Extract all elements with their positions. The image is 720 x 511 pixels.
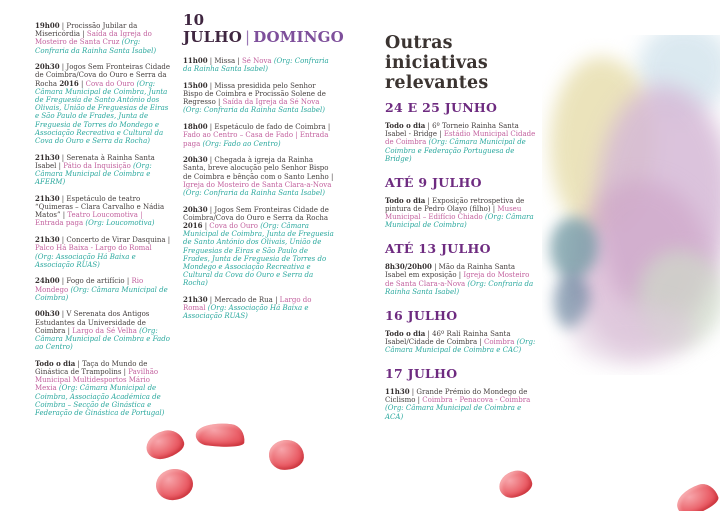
text-segment-venue: Igreja do Mosteiro de Santa Clara-a-Nova bbox=[385, 271, 530, 288]
watercolor-blob-teal bbox=[550, 217, 598, 279]
text-segment-time: 19h00 bbox=[35, 21, 60, 30]
event-entry bbox=[35, 22, 172, 55]
text-segment-venue: Pavilhão Municipal Multidesportos Mário Mexia bbox=[35, 368, 159, 393]
text-segment-plain: | bbox=[202, 222, 210, 230]
text-segment-plain: | Jogos Sem Fronteiras Cidade de Coimbra/Cova do Ouro e Serra da Rocha bbox=[35, 63, 171, 88]
date-heading: ATÉ 9 JULHO bbox=[385, 174, 482, 190]
date-heading: 17 JULHO bbox=[385, 366, 458, 382]
day-heading bbox=[183, 11, 344, 46]
event-entry bbox=[385, 122, 537, 163]
text-segment-plain: | Exposição retrospetiva de pintura de Pedro Olayo (filho) | bbox=[385, 196, 525, 213]
text-segment-plain: | Missa | bbox=[207, 57, 242, 65]
text-segment-plain: | Espetáculo de teatro “Quimeras – Clara Carvalho e Nádia Matos” | bbox=[35, 194, 165, 220]
text-segment-venue: Museu Municipal – Edifício Chiado bbox=[385, 204, 522, 222]
text-segment-org: (Org: Câmara Municipal de Coimbra) bbox=[385, 213, 534, 230]
rose-petal-icon bbox=[497, 468, 535, 500]
text-segment-time: 21h30 bbox=[35, 193, 60, 203]
event-entry bbox=[183, 82, 336, 115]
text-segment-venue: Cova do Ouro bbox=[209, 222, 261, 230]
day-heading-date: 10 JULHO bbox=[183, 11, 242, 46]
text-segment-org: (Org: Confraria da Rainha Santa Isabel) bbox=[385, 279, 534, 296]
text-segment-venue: Saída da Igreja da Sé Nova bbox=[222, 98, 320, 107]
middle-column bbox=[183, 11, 344, 329]
text-segment-venue: Coimbra - Penacova - Coimbra bbox=[422, 396, 531, 405]
event-entry bbox=[35, 310, 172, 351]
text-segment-plain: | Mão da Rainha Santa Isabel em exposição | bbox=[385, 263, 516, 280]
text-segment-venue: Palco Há Baixa - Largo do Romal bbox=[35, 244, 152, 253]
text-segment-venue: Sé Nova bbox=[241, 57, 274, 65]
text-segment-time: 21h30 bbox=[35, 235, 60, 245]
text-segment-time: 20h30 bbox=[183, 155, 208, 165]
text-segment-org: (Org: Associação Há Baixa e Associação RUAS) bbox=[183, 304, 309, 321]
text-segment-time: 8h30/20h00 bbox=[385, 262, 432, 272]
watercolor-blob-green bbox=[637, 250, 720, 348]
text-segment-plain: | Missa presidida pelo Senhor Bispo de Coimbra e Procissão Solene de Regresso | bbox=[183, 81, 326, 107]
text-segment-org: (Org: Câmara Municipal de Coimbra e AFERM) bbox=[35, 161, 152, 187]
text-segment-venue: Fado ao Centro – Casa de Fado | Entrada paga bbox=[183, 131, 329, 148]
rose-petal-icon bbox=[155, 468, 194, 501]
event-entry bbox=[385, 263, 537, 296]
text-segment-org: (Org: Loucomotiva) bbox=[85, 219, 155, 228]
text-segment-org: (Org: Fado ao Centro) bbox=[202, 139, 281, 148]
page-title: Outras iniciativas relevantes bbox=[385, 33, 489, 93]
text-segment-time: Todo o dia bbox=[35, 358, 76, 368]
text-segment-time: Todo o dia bbox=[385, 121, 426, 131]
event-entry bbox=[35, 277, 172, 302]
watercolor-blob-darkblue bbox=[554, 273, 590, 329]
rose-petal-icon bbox=[268, 439, 305, 471]
event-entry bbox=[35, 360, 172, 417]
event-entry bbox=[183, 296, 336, 321]
text-segment-plain: | Taça do Mundo de Ginástica de Trampolins | bbox=[35, 359, 148, 377]
middle-column-events bbox=[183, 57, 336, 321]
date-heading: 24 E 25 JUNHO bbox=[385, 100, 498, 116]
text-segment-venue: Saída da Igreja do Mosteiro de Santa Cruz bbox=[35, 30, 152, 47]
event-entry bbox=[35, 236, 172, 269]
text-segment-time: Todo o dia bbox=[385, 195, 426, 205]
watercolor-blob-palepink bbox=[570, 303, 695, 365]
text-segment-venue: Largo da Sé Velha bbox=[72, 326, 140, 335]
rose-petal-icon bbox=[195, 420, 247, 450]
text-segment-org: (Org: Câmara Municipal de Coimbra e ACA) bbox=[385, 404, 522, 421]
event-entry bbox=[35, 154, 172, 187]
watercolor-blob-pink bbox=[574, 180, 709, 355]
text-segment-time: 21h30 bbox=[35, 152, 60, 162]
watercolor-blob-lightblue bbox=[637, 35, 720, 118]
event-entry bbox=[183, 156, 336, 197]
event-entry bbox=[385, 197, 537, 230]
text-segment-venue: Cova do Ouro bbox=[85, 79, 137, 88]
text-segment-time: 21h30 bbox=[183, 295, 208, 304]
text-segment-venue: Estádio Municipal Cidade de Coimbra bbox=[385, 130, 536, 147]
text-segment-plain: | Serenata à Rainha Santa Isabel | bbox=[35, 153, 155, 170]
date-heading: 16 JULHO bbox=[385, 307, 458, 323]
event-entry bbox=[183, 57, 336, 73]
event-entry bbox=[385, 330, 537, 355]
text-segment-org: (Org: Câmara Municipal de Coimbra e Fado ao Centro) bbox=[35, 326, 170, 352]
text-segment-plain: | Grande Prémio do Mondego de Ciclismo | bbox=[385, 388, 528, 405]
text-segment-time: 20h30 bbox=[183, 204, 208, 214]
watercolor-blob-mauve bbox=[597, 85, 720, 320]
text-segment-time: 20h30 bbox=[35, 62, 60, 72]
text-segment-time: 2016 bbox=[59, 78, 79, 88]
text-segment-org: (Org: Câmara Municipal de Coimbra) bbox=[35, 285, 168, 302]
text-segment-time: 24h00 bbox=[35, 276, 60, 286]
rose-petal-icon bbox=[143, 427, 186, 462]
right-column-sections bbox=[385, 101, 537, 421]
date-heading: ATÉ 13 JULHO bbox=[385, 241, 491, 257]
text-segment-org: (Org: Câmara Municipal de Coimbra e CAC) bbox=[385, 337, 536, 355]
event-entry bbox=[385, 388, 537, 421]
text-segment-plain: | 6º Torneio Rainha Santa Isabel - Bridge | bbox=[385, 122, 519, 139]
text-segment-org: (Org: Confraria da Rainha Santa Isabel) bbox=[183, 106, 326, 115]
text-segment-org: (Org: Associação Há Baixa e Associação RUAS) bbox=[35, 252, 136, 269]
event-entry bbox=[183, 123, 336, 148]
event-entry bbox=[183, 206, 336, 288]
watercolor-wash bbox=[542, 35, 720, 375]
text-segment-plain: | Espetáculo de fado de Coimbra | bbox=[207, 123, 331, 132]
text-segment-venue: Igreja do Mosteiro de Santa Clara-a-Nova bbox=[183, 180, 332, 189]
text-segment-venue: Rio Mondego bbox=[35, 277, 144, 294]
text-segment-plain: | Jogos Sem Fronteiras Cidade de Coimbra/Cova do Ouro e Serra da Rocha bbox=[183, 205, 329, 222]
text-segment-plain: | Chegada à igreja da Rainha Santa, breve alocução pelo Senhor Bispo de Coimbra e bênção com o Santo Lenho | bbox=[183, 156, 334, 181]
event-entry bbox=[35, 195, 172, 228]
text-segment-time: 11h00 bbox=[183, 56, 208, 65]
text-segment-plain: | Fogo de artifício | bbox=[59, 277, 132, 286]
text-segment-venue: Coimbra bbox=[483, 337, 517, 346]
day-heading-separator: | bbox=[244, 27, 251, 46]
text-segment-org: (Org: Câmara Municipal de Coimbra e Federação Portuguesa de Bridge) bbox=[385, 138, 526, 163]
text-segment-plain: | 46º Rali Rainha Santa Isabel/Cidade de Coimbra | bbox=[385, 329, 511, 346]
text-segment-org: (Org: Confraria da Rainha Santa Isabel) bbox=[183, 57, 329, 74]
text-segment-plain: | Procissão Jubilar da Misericórdia | bbox=[35, 22, 138, 39]
text-segment-venue: Largo do Romal bbox=[183, 296, 312, 313]
text-segment-plain: | Mercado de Rua | bbox=[207, 296, 280, 304]
text-segment-time: 11h30 bbox=[385, 387, 410, 397]
text-segment-org: (Org: Câmara Municipal de Coimbra, Associação Académica de Coimbra – Secção de Ginástica e Federação de Ginástica de Portugal) bbox=[35, 384, 165, 417]
text-segment-plain: | Concerto de Virar Dasquina | bbox=[59, 236, 171, 245]
text-segment-venue: Teatro Loucomotiva | Entrada paga bbox=[35, 211, 143, 228]
text-segment-org: (Org: Confraria da Rainha Santa Isabel) bbox=[183, 188, 326, 197]
text-segment-time: Todo o dia bbox=[385, 328, 426, 338]
day-heading-day: DOMINGO bbox=[253, 27, 344, 46]
text-segment-time: 18h00 bbox=[183, 122, 208, 132]
event-entry bbox=[35, 63, 172, 145]
text-segment-org: (Org: Câmara Municipal de Coimbra, Junta de Freguesia de Santo António dos Olivais, União de Freguesias de Eiras e São Paulo de Frades, Junta de Freguesia de Torres do Mondego e Associação Recreativa e Cultural da Cova do Ouro e Serra da Rocha) bbox=[35, 79, 169, 145]
watercolor-blob-yellow bbox=[550, 57, 655, 232]
text-segment-plain: | V Serenata dos Antigos Estudantes da Universidade de Coimbra | bbox=[35, 310, 150, 335]
text-segment-org: (Org: Câmara Municipal de Coimbra, Junta de Freguesia de Santo António dos Olivais, União de Freguesias de Eiras e São Paulo de Frades, Junta de Freguesia de Torres do Mondego e Associação Recreativa e Cultural da Cova do Ouro e Serra da Rocha) bbox=[183, 222, 334, 288]
text-segment-org: (Org: Confraria da Rainha Santa Isabel) bbox=[35, 38, 157, 55]
text-segment-venue: Pátio da Inquisição bbox=[63, 161, 134, 170]
text-segment-time: 15h00 bbox=[183, 80, 208, 90]
text-segment-time: 00h30 bbox=[35, 309, 60, 319]
text-segment-time: 2016 bbox=[183, 221, 203, 230]
left-column bbox=[35, 22, 172, 426]
text-segment-plain: | bbox=[78, 79, 86, 88]
right-column bbox=[385, 34, 537, 429]
rose-petal-icon bbox=[673, 480, 720, 511]
